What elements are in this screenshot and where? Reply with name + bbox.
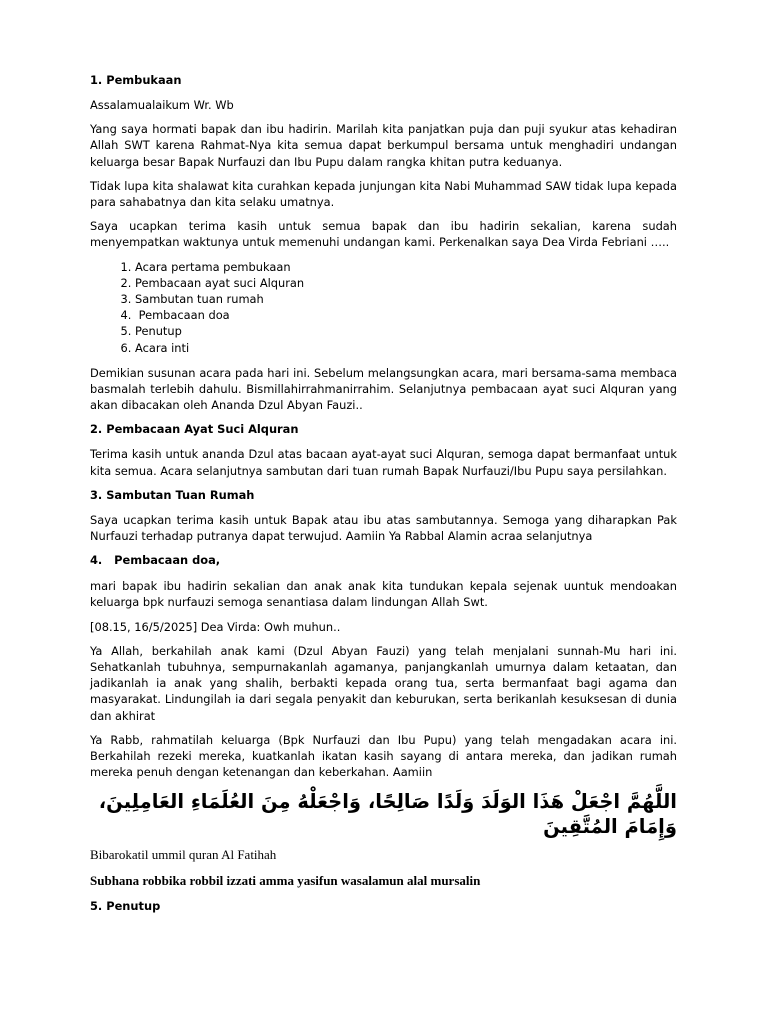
- agenda-item: 5. Penutup: [135, 323, 677, 339]
- thanks-paragraph: Saya ucapkan terima kasih untuk semua bapak dan ibu hadirin sekalian, karena sudah menyempatkan waktunya untuk memenuhi undangan kami. Perkenalkan saya Dea Virda Febriani …..: [90, 219, 677, 250]
- alquran-thanks-paragraph: Terima kasih untuk ananda Dzul atas bacaan ayat-ayat suci Alquran, semoga dapat bermanfaat untuk kita semua. Acara selanjutnya sambutan dari tuan rumah Bapak Nurfauzi/Ibu Pupu saya persilahkan.: [90, 447, 677, 478]
- heading-sambutan: 3. Sambutan Tuan Rumah: [90, 487, 255, 502]
- chat-note-paragraph: [08.15, 16/5/2025] Dea Virda: Owh muhun..: [90, 619, 341, 634]
- agenda-item: 1. Acara pertama pembukaan: [135, 259, 677, 275]
- doa-family-paragraph: Ya Rabb, rahmatilah keluarga (Bpk Nurfauzi dan Ibu Pupu) yang telah mengadakan acara ini. Berkahilah rezeki mereka, kuatkanlah ikatan kasih sayang di antara mereka, dan jadikan rumah mereka penuh dengan ketenangan dan keberkahan. Aamiin: [90, 732, 677, 780]
- fatihah-line: Bibarokatil ummil quran Al Fatihah: [90, 846, 277, 862]
- heading-pembukaan: 1. Pembukaan: [90, 73, 182, 87]
- shalawat-paragraph: Tidak lupa kita shalawat kita curahkan kepada junjungan kita Nabi Muhammad SAW tidak lupa kepada para sahabatnya dan kita selaku umatnya.: [90, 178, 677, 210]
- sambutan-thanks-paragraph: Saya ucapkan terima kasih untuk Bapak atau ibu atas sambutannya. Semoga yang diharapkan Pak Nurfauzi terhadap putranya dapat terwujud. Aamiin Ya Rabbal Alamin acraa selanjutnya: [90, 512, 677, 544]
- opening-paragraph: Yang saya hormati bapak dan ibu hadirin. Marilah kita panjatkan puja dan puji syukur atas kehadiran Allah SWT karena Rahmat-Nya kita semua dapat berkumpul bersama untuk menghadiri undangan keluarga besar Bapak Nurfauzi dan Ibu Pupu dalam rangka khitan putra keduanya.: [90, 122, 677, 169]
- heading-doa: 4. Pembacaan doa,: [90, 553, 221, 568]
- agenda-item: 6. Acara inti: [135, 340, 677, 356]
- document-page: [90, 72, 677, 923]
- agenda-item: 3. Sambutan tuan rumah: [135, 291, 677, 307]
- arabic-prayer: اللَّهُمَّ اجْعَلْ هَذَا الوَلَدَ وَلَدًا صَالِحًا، وَاجْعَلْهُ مِنَ العُلَمَاءِ العَامِلِينَ، وَإِمَامَ المُتَّقِينَ: [98, 789, 677, 838]
- salam-paragraph: Assalamualaikum Wr. Wb: [90, 98, 234, 112]
- doa-child-paragraph: Ya Allah, berkahilah anak kami (Dzul Abyan Fauzi) yang telah menjalani sunnah-Mu hari ini. Sehatkanlah tubuhnya, sempurnakanlah agamanya, panjangkanlah umurnya dalam ketaatan, dan jadikanlah ia anak yang shalih, berbakti kepada orang tua, serta bermanfaat bagi agama dan masyarakat. Lindungilah ia dari segala penyakit dan keburukan, serta berikanlah kesuksesan di dunia dan akhirat: [90, 643, 677, 723]
- agenda-list: [90, 259, 677, 356]
- closing-dua-line: Subhana robbika robbil izzati amma yasifun wasalamun alal mursalin: [90, 872, 481, 888]
- agenda-item: 2. Pembacaan ayat suci Alquran: [135, 275, 677, 291]
- heading-pembacaan-alquran: 2. Pembacaan Ayat Suci Alquran: [90, 422, 299, 437]
- doa-invite-paragraph: mari bapak ibu hadirin sekalian dan anak anak kita tundukan kepala sejenak uuntuk mendoakan keluarga bpk nurfauzi semoga senantiasa dalam lindungan Allah Swt.: [90, 579, 677, 610]
- agenda-summary-paragraph: Demikian susunan acara pada hari ini. Sebelum melangsungkan acara, mari bersama-sama membaca basmalah terlebih dahulu. Bismillahirrahmanirrahim. Selanjutnya pembacaan ayat suci Alquran yang akan dibacakan oleh Ananda Dzul Abyan Fauzi..: [90, 365, 677, 413]
- agenda-item: 4. Pembacaan doa: [135, 307, 677, 323]
- heading-penutup: 5. Penutup: [90, 898, 161, 913]
